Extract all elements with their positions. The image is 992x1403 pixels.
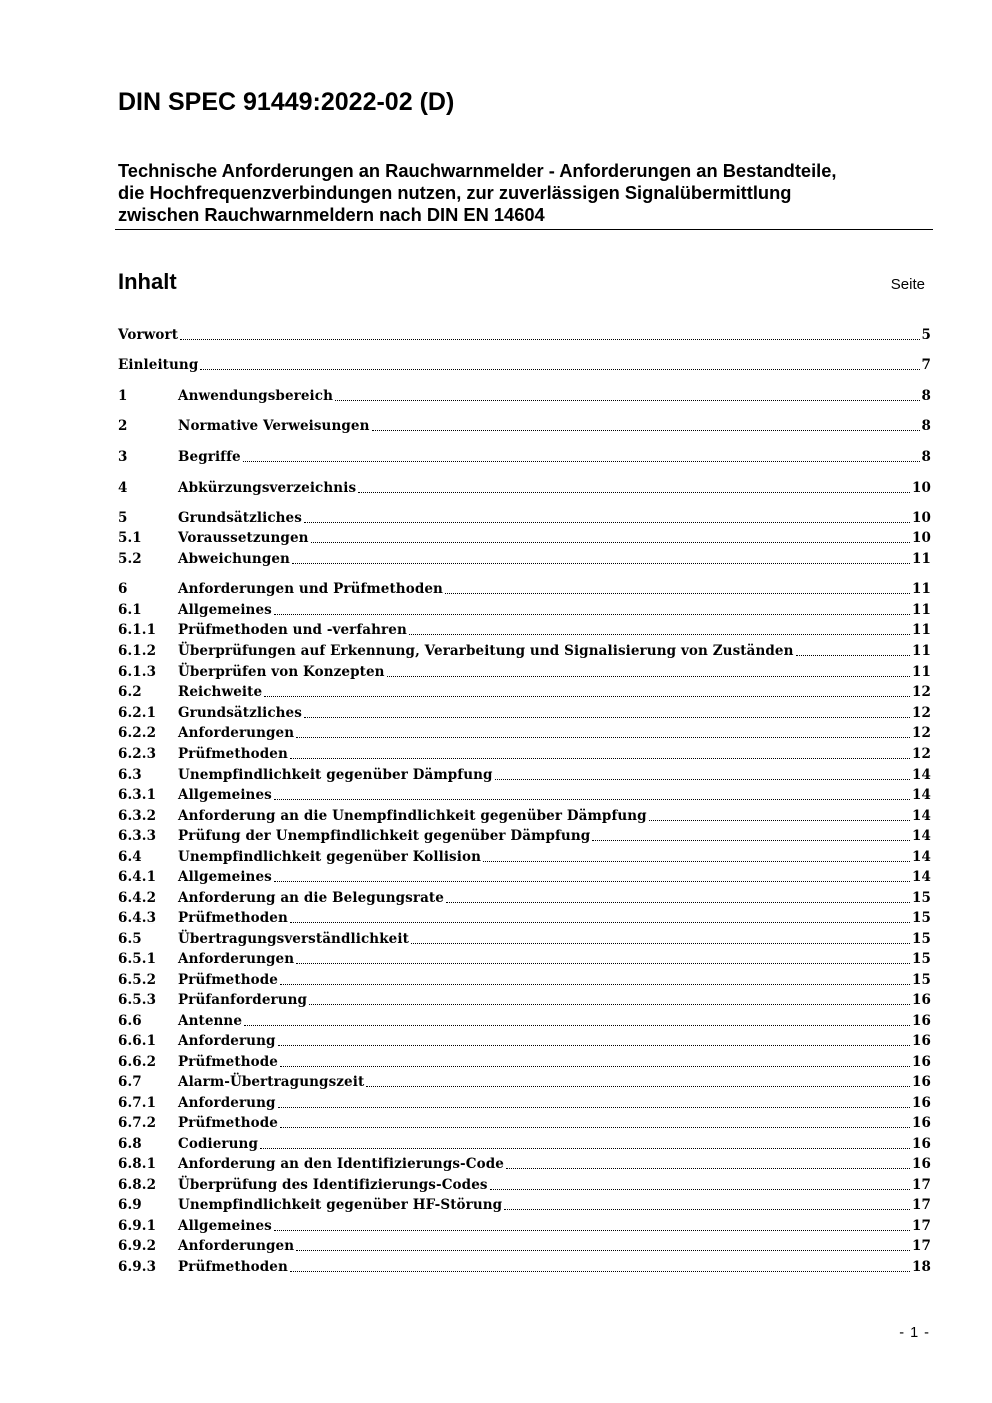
toc-leader-dots: [264, 696, 910, 697]
toc-entry-number: 6.1.3: [118, 664, 157, 680]
toc-entry-title: Anforderungen und Prüfmethoden: [178, 581, 443, 597]
toc-entry-title: Reichweite: [178, 684, 263, 700]
toc-entry-title: Überprüfen von Konzepten: [178, 664, 385, 680]
toc-entry-page: 16: [912, 1115, 931, 1131]
toc-leader-dots: [296, 1250, 910, 1251]
toc-entry[interactable]: [118, 867, 931, 887]
toc-entry-page: 17: [912, 1177, 931, 1193]
toc-entry[interactable]: [118, 744, 931, 764]
toc-entry[interactable]: [118, 447, 931, 467]
toc-entry-title: Prüfmethoden: [178, 746, 288, 762]
toc-entry[interactable]: [118, 1154, 931, 1174]
toc-entry-number: 5.1: [118, 530, 142, 546]
toc-entry-page: 16: [912, 1136, 931, 1152]
toc-leader-dots: [483, 861, 910, 862]
toc-entry[interactable]: [118, 579, 931, 599]
toc-entry-page: 16: [912, 1013, 931, 1029]
toc-entry-page: 14: [912, 767, 931, 783]
toc-entry[interactable]: [118, 641, 931, 661]
toc-entry-page: 11: [912, 551, 931, 567]
toc-entry-page: 14: [912, 869, 931, 885]
toc-entry-title: Vorwort: [118, 327, 179, 343]
toc-entry[interactable]: [118, 1257, 931, 1277]
toc-entry-page: 15: [912, 931, 931, 947]
document-title: DIN SPEC 91449:2022-02 (D): [118, 88, 455, 116]
toc-entry-number: 6.5: [118, 931, 142, 947]
toc-entry-number: 6.9.3: [118, 1259, 157, 1275]
toc-entry-number: 6.8.1: [118, 1156, 157, 1172]
toc-leader-dots: [387, 676, 910, 677]
toc-entry-number: 6.1: [118, 602, 142, 618]
toc-entry[interactable]: [118, 1236, 931, 1256]
toc-entry-number: 6.2.1: [118, 705, 157, 721]
toc-entry[interactable]: [118, 826, 931, 846]
toc-entry-page: 11: [912, 581, 931, 597]
toc-entry[interactable]: [118, 1195, 931, 1215]
toc-entry-page: 12: [912, 725, 931, 741]
toc-leader-dots: [495, 779, 910, 780]
toc-entry-title: Prüfmethode: [178, 1054, 278, 1070]
toc-entry-title: Prüfung der Unempfindlichkeit gegenüber Dämpfung: [178, 828, 591, 844]
toc-entry-number: 6.3.2: [118, 808, 157, 824]
toc-leader-dots: [506, 1168, 910, 1169]
toc-leader-dots: [296, 737, 910, 738]
toc-entry-title: Prüfmethoden: [178, 910, 288, 926]
toc-leader-dots: [274, 881, 910, 882]
toc-entry-page: 11: [912, 643, 931, 659]
toc-entry-title: Abweichungen: [178, 551, 290, 567]
toc-entry[interactable]: [118, 765, 931, 785]
toc-entry[interactable]: [118, 549, 931, 569]
toc-entry-number: 5.2: [118, 551, 142, 567]
toc-entry[interactable]: [118, 806, 931, 826]
toc-entry[interactable]: [118, 662, 931, 682]
toc-entry[interactable]: [118, 847, 931, 867]
toc-entry[interactable]: [118, 1134, 931, 1154]
toc-leader-dots: [445, 593, 910, 594]
toc-entry-page: 7: [921, 357, 931, 373]
toc-leader-dots: [796, 655, 910, 656]
toc-entry-title: Abkürzungsverzeichnis: [178, 480, 357, 496]
toc-leader-dots: [260, 1148, 910, 1149]
toc-entry-title: Grundsätzliches: [178, 510, 302, 526]
toc-leader-dots: [411, 943, 910, 944]
toc-leader-dots: [649, 820, 910, 821]
toc-entry[interactable]: [118, 703, 931, 723]
toc-entry[interactable]: [118, 416, 931, 436]
toc-leader-dots: [278, 1045, 910, 1046]
toc-entry-title: Normative Verweisungen: [178, 418, 370, 434]
toc-entry[interactable]: [118, 682, 931, 702]
toc-entry-page: 8: [921, 418, 931, 434]
toc-entry-page: 12: [912, 705, 931, 721]
toc-entry-page: 10: [912, 480, 931, 496]
toc-leader-dots: [290, 922, 910, 923]
toc-entry-page: 16: [912, 992, 931, 1008]
toc-entry-number: 6.4.2: [118, 890, 157, 906]
toc-entry-title: Unempfindlichkeit gegenüber Kollision: [178, 849, 481, 865]
toc-entry-title: Anforderungen: [178, 1238, 295, 1254]
toc-entry[interactable]: [118, 508, 931, 528]
toc-entry-title: Anforderung an den Identifizierungs-Code: [178, 1156, 504, 1172]
toc-entry[interactable]: [118, 386, 931, 406]
toc-entry-title: Anforderung: [178, 1033, 276, 1049]
toc-entry[interactable]: [118, 929, 931, 949]
toc-entry-page: 8: [921, 388, 931, 404]
toc-entry-number: 6.8: [118, 1136, 142, 1152]
toc-entry-number: 6.6.1: [118, 1033, 157, 1049]
toc-entry-page: 12: [912, 746, 931, 762]
toc-entry[interactable]: [118, 970, 931, 990]
title-divider: [115, 229, 933, 230]
toc-entry-title: Unempfindlichkeit gegenüber HF-Störung: [178, 1197, 503, 1213]
toc-entry-page: 16: [912, 1156, 931, 1172]
toc-leader-dots: [358, 492, 910, 493]
toc-entry-number: 6.5.1: [118, 951, 157, 967]
toc-heading: Inhalt: [118, 269, 177, 294]
toc-entry-page: 11: [912, 664, 931, 680]
toc-entry-number: 6.4: [118, 849, 142, 865]
toc-entry-title: Überprüfung des Identifizierungs-Codes: [178, 1177, 488, 1193]
toc-entry[interactable]: [118, 528, 931, 548]
toc-leader-dots: [280, 1127, 910, 1128]
toc-entry-title: Anforderung an die Belegungsrate: [178, 890, 444, 906]
toc-entry-page: 11: [912, 622, 931, 638]
toc-entry[interactable]: [118, 1093, 931, 1113]
toc-leader-dots: [309, 1004, 910, 1005]
toc-leader-dots: [290, 758, 910, 759]
toc-leader-dots: [274, 614, 910, 615]
subtitle-line: Technische Anforderungen an Rauchwarnmelder - Anforderungen an Bestandteile,: [118, 160, 837, 181]
toc-entry-number: 6.3.3: [118, 828, 157, 844]
toc-entry-title: Begriffe: [178, 449, 241, 465]
document-subtitle: [118, 160, 933, 226]
subtitle-line: zwischen Rauchwarnmeldern nach DIN EN 14604: [118, 204, 545, 225]
toc-entry-page: 16: [912, 1033, 931, 1049]
toc-leader-dots: [366, 1086, 910, 1087]
toc-entry-page: 14: [912, 828, 931, 844]
toc-entry-page: 10: [912, 510, 931, 526]
toc-leader-dots: [311, 542, 910, 543]
toc-leader-dots: [274, 799, 910, 800]
toc-leader-dots: [304, 717, 910, 718]
toc-entry-title: Allgemeines: [178, 602, 272, 618]
toc-entry-page: 11: [912, 602, 931, 618]
toc-entry-page: 17: [912, 1197, 931, 1213]
toc-entry-number: 5: [118, 510, 128, 526]
toc-entry[interactable]: [118, 1216, 931, 1236]
toc-entry-page: 17: [912, 1238, 931, 1254]
toc-entry[interactable]: [118, 888, 931, 908]
toc-entry-title: Allgemeines: [178, 869, 272, 885]
toc-entry-number: 6.9.2: [118, 1238, 157, 1254]
toc-entry-number: 6.6: [118, 1013, 142, 1029]
toc-entry[interactable]: [118, 723, 931, 743]
toc-entry-number: 6.3: [118, 767, 142, 783]
toc-leader-dots: [446, 902, 910, 903]
subtitle-line: die Hochfrequenzverbindungen nutzen, zur zuverlässigen Signalübermittlung: [118, 182, 792, 203]
toc-entry-number: 6.9: [118, 1197, 142, 1213]
toc-entry[interactable]: [118, 1113, 931, 1133]
toc-entry[interactable]: [118, 325, 931, 345]
toc-entry[interactable]: [118, 1072, 931, 1092]
toc-entry-title: Anforderung an die Unempfindlichkeit gegenüber Dämpfung: [178, 808, 647, 824]
toc-entry-title: Antenne: [178, 1013, 243, 1029]
toc-entry-title: Prüfmethode: [178, 1115, 278, 1131]
toc-leader-dots: [490, 1189, 910, 1190]
toc-entry-page: 16: [912, 1054, 931, 1070]
toc-entry-number: 6.4.1: [118, 869, 157, 885]
toc-leader-dots: [292, 563, 910, 564]
toc-leader-dots: [280, 1066, 910, 1067]
toc-leader-dots: [592, 840, 910, 841]
toc-entry[interactable]: [118, 1031, 931, 1051]
toc-entry-page: 10: [912, 530, 931, 546]
toc-entry[interactable]: [118, 355, 931, 375]
toc-entry-title: Alarm-Übertragungszeit: [178, 1074, 365, 1090]
toc-entry-page: 14: [912, 849, 931, 865]
toc-entry-number: 4: [118, 480, 128, 496]
toc-entry-number: 6.3.1: [118, 787, 157, 803]
toc-entry-title: Einleitung: [118, 357, 199, 373]
toc-entry-number: 6.2.3: [118, 746, 157, 762]
toc-entry[interactable]: [118, 908, 931, 928]
toc-entry-page: 14: [912, 808, 931, 824]
toc-entry-number: 6.9.1: [118, 1218, 157, 1234]
toc-entry-page: 16: [912, 1074, 931, 1090]
toc-entry-number: 6.5.2: [118, 972, 157, 988]
toc-entry[interactable]: [118, 1011, 931, 1031]
toc-leader-dots: [280, 984, 910, 985]
toc-leader-dots: [290, 1271, 910, 1272]
toc-entry-number: 6.7: [118, 1074, 142, 1090]
toc-entry-title: Codierung: [178, 1136, 258, 1152]
toc-entry[interactable]: [118, 620, 931, 640]
toc-entry-page: 15: [912, 910, 931, 926]
toc-entry[interactable]: [118, 990, 931, 1010]
toc-entry-title: Voraussetzungen: [178, 530, 309, 546]
toc-entry-page: 16: [912, 1095, 931, 1111]
toc-entry-number: 6: [118, 581, 128, 597]
toc-leader-dots: [409, 634, 910, 635]
toc-entry[interactable]: [118, 949, 931, 969]
toc-leader-dots: [180, 339, 919, 340]
toc-entry-number: 6.5.3: [118, 992, 157, 1008]
toc-entry-number: 2: [118, 418, 128, 434]
toc-entry-title: Anforderungen: [178, 725, 295, 741]
toc-entry-page: 15: [912, 972, 931, 988]
toc-leader-dots: [504, 1209, 910, 1210]
toc-entry-title: Überprüfungen auf Erkennung, Verarbeitung und Signalisierung von Zuständen: [178, 643, 794, 659]
toc-entry-title: Anforderung: [178, 1095, 276, 1111]
toc-page-column-label: Seite: [890, 276, 925, 293]
toc-entry-title: Unempfindlichkeit gegenüber Dämpfung: [178, 767, 493, 783]
toc-entry-page: 12: [912, 684, 931, 700]
toc-entry[interactable]: [118, 1175, 931, 1195]
toc-entry-number: 6.1.2: [118, 643, 157, 659]
toc-leader-dots: [244, 1025, 910, 1026]
toc-entry-page: 8: [921, 449, 931, 465]
toc-leader-dots: [335, 400, 919, 401]
toc-entry[interactable]: [118, 1052, 931, 1072]
toc-entry-title: Prüfmethoden: [178, 1259, 288, 1275]
toc-entry-page: 14: [912, 787, 931, 803]
toc-leader-dots: [372, 430, 920, 431]
toc-entry[interactable]: [118, 600, 931, 620]
toc-leader-dots: [274, 1230, 910, 1231]
toc-entry-page: 15: [912, 951, 931, 967]
toc-entry-number: 1: [118, 388, 128, 404]
toc-leader-dots: [200, 369, 919, 370]
toc-entry-number: 6.7.1: [118, 1095, 157, 1111]
toc-leader-dots: [278, 1107, 910, 1108]
toc-entry-number: 3: [118, 449, 128, 465]
toc-entry-number: 6.8.2: [118, 1177, 157, 1193]
toc-entry-number: 6.6.2: [118, 1054, 157, 1070]
toc-entry-page: 15: [912, 890, 931, 906]
toc-entry-title: Prüfanforderung: [178, 992, 308, 1008]
toc-entry[interactable]: [118, 478, 931, 498]
page-number: - 1 -: [899, 1325, 930, 1341]
toc-entry-title: Allgemeines: [178, 787, 272, 803]
toc-entry-title: Allgemeines: [178, 1218, 272, 1234]
toc-leader-dots: [304, 522, 910, 523]
toc-leader-dots: [243, 461, 920, 462]
toc-entry-number: 6.7.2: [118, 1115, 157, 1131]
toc-entry-number: 6.1.1: [118, 622, 157, 638]
toc-leader-dots: [296, 963, 910, 964]
toc-entry-page: 5: [921, 327, 931, 343]
toc-entry-title: Anwendungsbereich: [178, 388, 334, 404]
toc-entry-number: 6.2: [118, 684, 142, 700]
toc-entry-number: 6.2.2: [118, 725, 157, 741]
toc-entry-title: Übertragungsverständlichkeit: [178, 931, 409, 947]
toc-entry-page: 17: [912, 1218, 931, 1234]
toc-entry-title: Anforderungen: [178, 951, 295, 967]
toc-entry-title: Grundsätzliches: [178, 705, 302, 721]
toc-entry[interactable]: [118, 785, 931, 805]
toc-entry-title: Prüfmethode: [178, 972, 278, 988]
toc-entry-number: 6.4.3: [118, 910, 157, 926]
toc-entry-page: 18: [912, 1259, 931, 1275]
toc-entry-title: Prüfmethoden und -verfahren: [178, 622, 407, 638]
